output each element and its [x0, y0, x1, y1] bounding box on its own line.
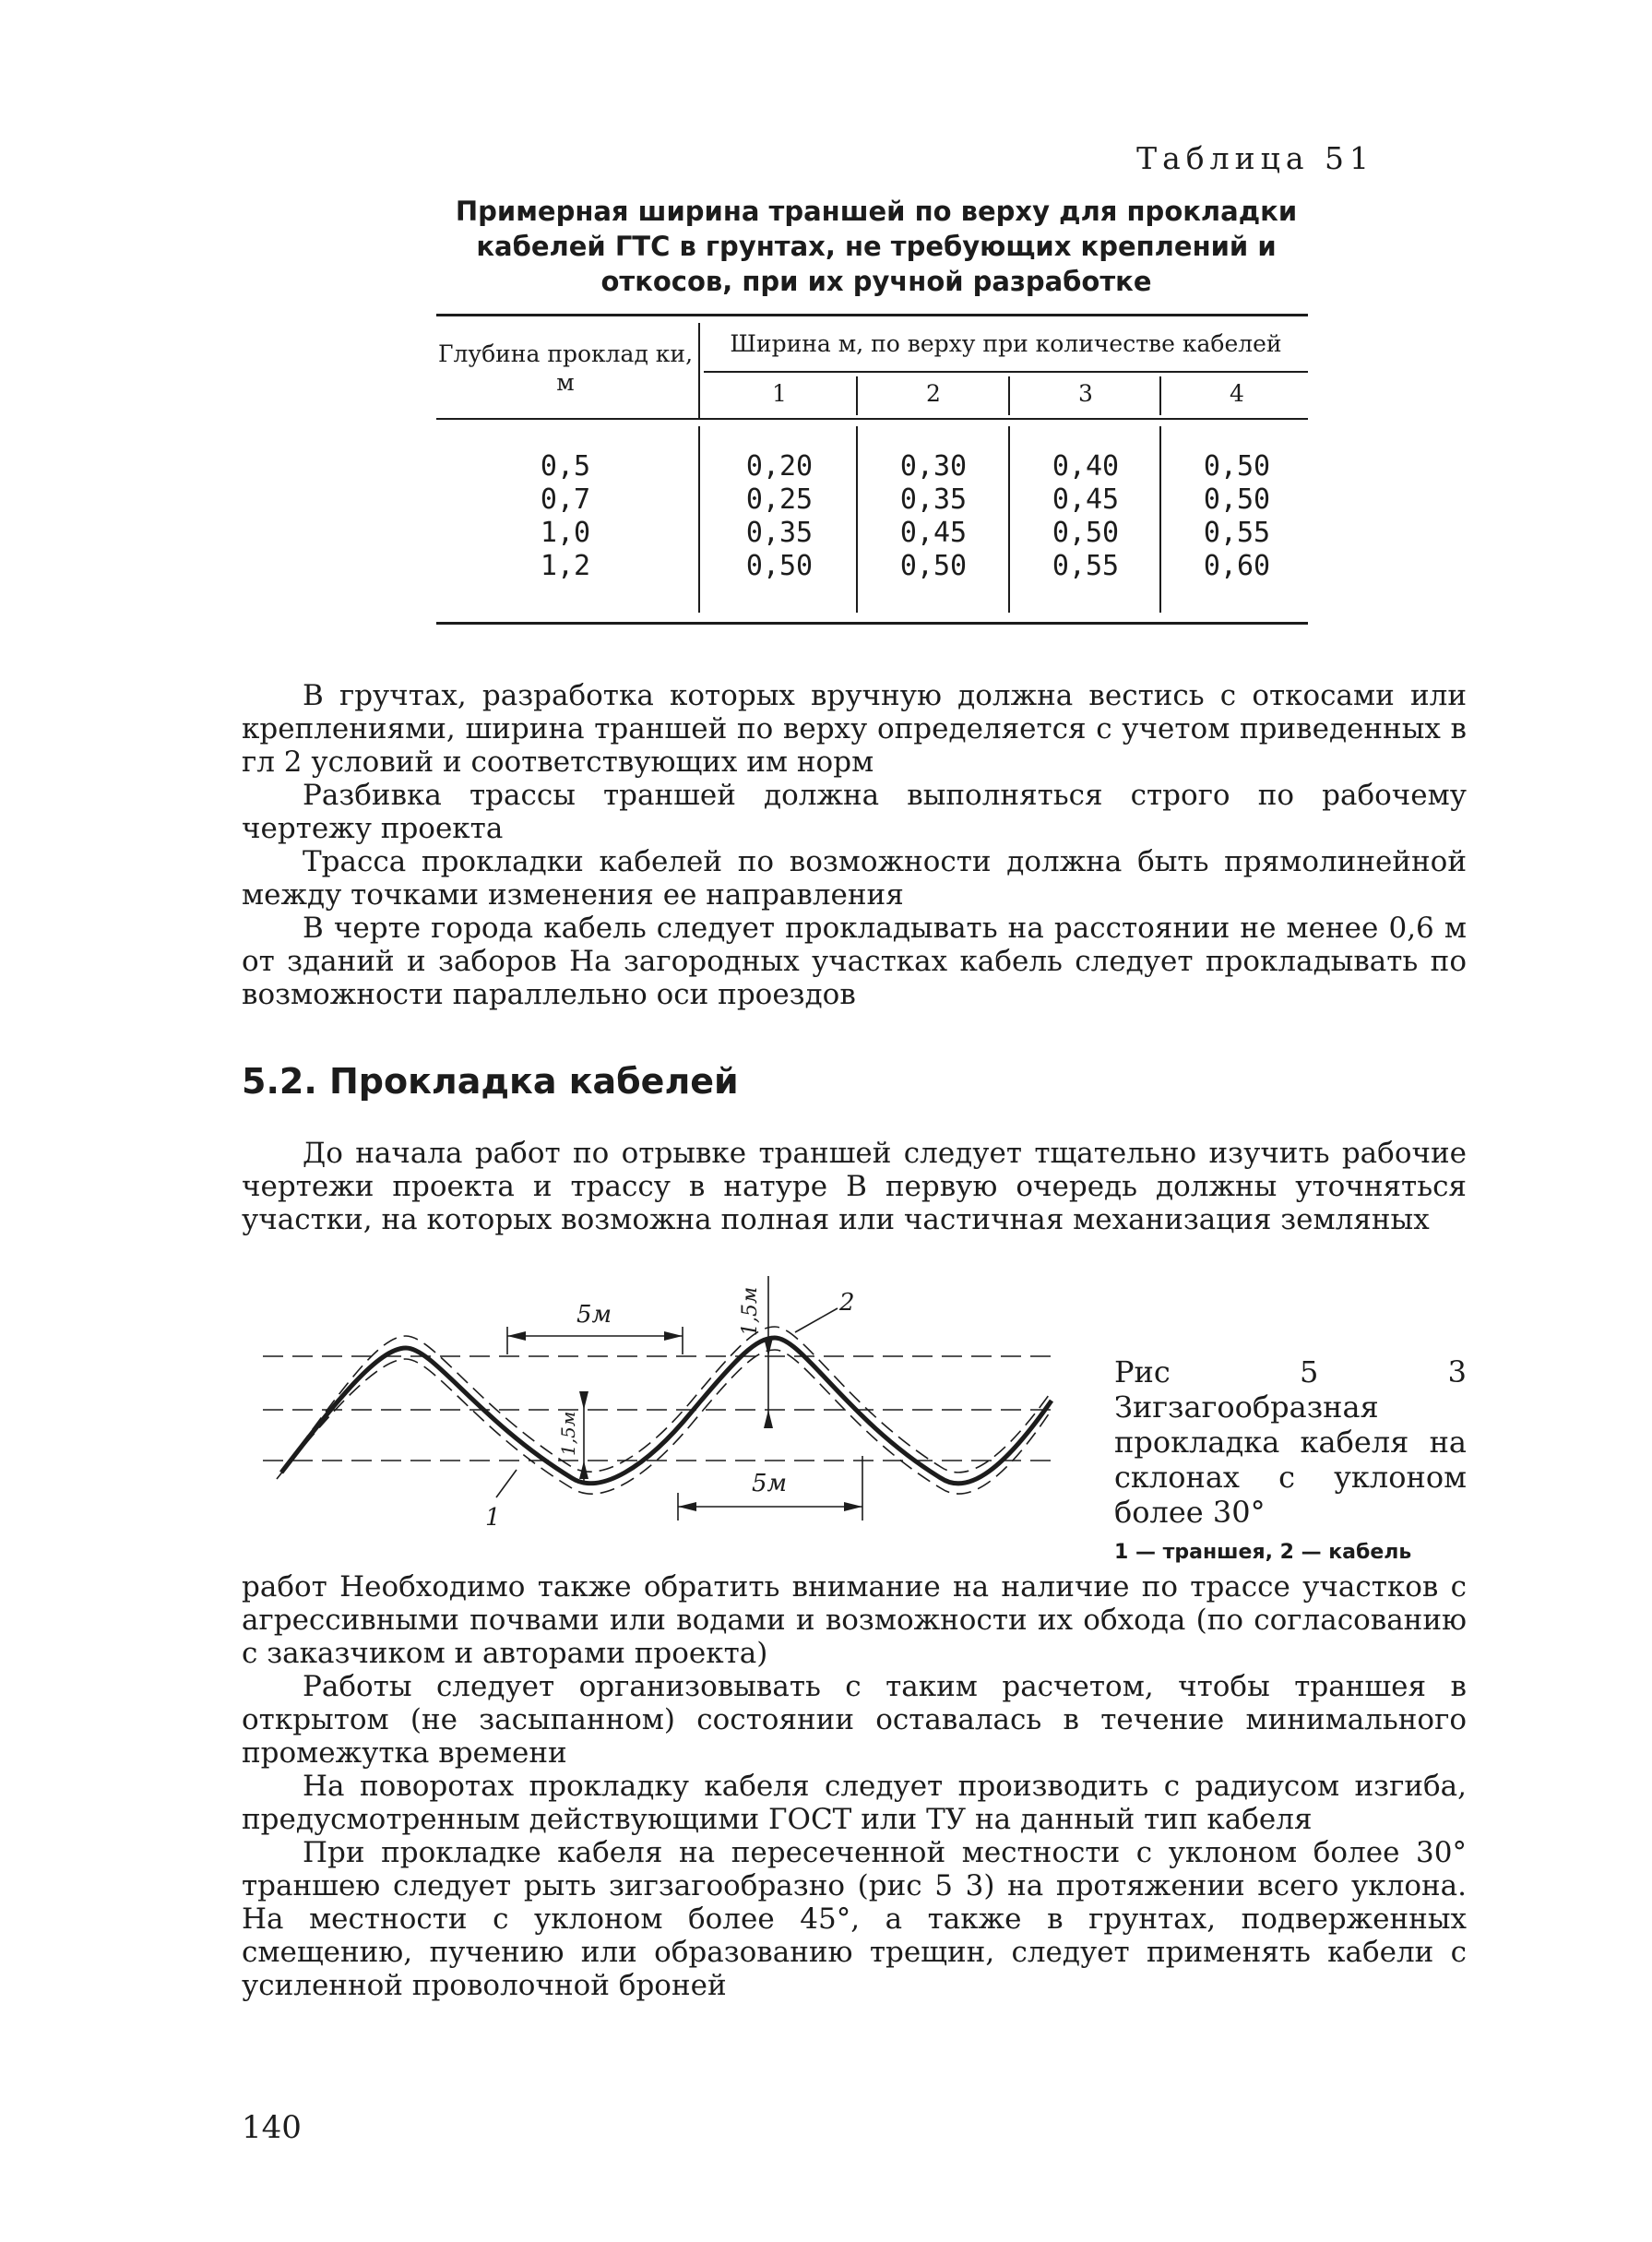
header-divider-depth	[698, 323, 700, 419]
width-cell: 0,50	[745, 550, 814, 582]
paragraph: Трасса прокладки кабелей по возможности должна быть прямолинейной между точками изменения ее направления	[242, 845, 1467, 912]
width-cell: 0,35	[899, 483, 968, 516]
width-column-3	[1010, 450, 1161, 583]
section-heading: 5.2. Прокладка кабелей	[242, 1061, 739, 1102]
paragraph: Разбивка трассы траншей должна выполняться строго по рабочему чертежу проекта	[242, 779, 1467, 845]
table-bottom-rule	[436, 622, 1308, 625]
dimension-label-top: 5м	[576, 1301, 612, 1329]
arrow-icon	[507, 1331, 526, 1341]
depth-column	[436, 450, 695, 583]
paragraphs-top	[242, 679, 1467, 1011]
header-col-3: 3	[1078, 380, 1093, 407]
width-cell: 0,60	[1203, 550, 1271, 582]
paragraph: В черте города кабель следует прокладывать на расстоянии не менее 0,6 м от зданий и заборов На загородных участках кабель следует прокладывать по возможности параллельно оси проездов	[242, 912, 1467, 1011]
table-title: Примерная ширина траншей по верху для прокладки кабелей ГТС в грунтах, не требующих креплений и откосов, при их ручной разработке	[455, 196, 1298, 297]
width-cell: 0,50	[1203, 450, 1271, 483]
dimension-label-vertical-mid: 1,5м	[557, 1411, 579, 1456]
paragraphs-bottom	[242, 1570, 1467, 2002]
dimension-label-bottom: 5м	[752, 1470, 788, 1497]
figure-marker-1: 1	[485, 1504, 501, 1532]
paragraph: До начала работ по отрывке траншей следует тщательно изучить рабочие чертежи проекта и трассу в натуре В первую очередь должны уточняться участки, на которых возможна полная или частичная механизация земляных	[242, 1137, 1467, 1236]
width-column-1	[704, 450, 855, 583]
leader-line	[795, 1308, 838, 1332]
paragraph: Работы следует организовывать с таким расчетом, чтобы траншея в открытом (не засыпанном) состоянии оставалась в течение минимального промежутка времени	[242, 1670, 1467, 1770]
depth-cell: 0,5	[540, 450, 591, 483]
arrow-icon	[579, 1391, 588, 1410]
arrow-icon	[678, 1502, 696, 1511]
width-cell: 0,50	[899, 550, 968, 582]
depth-cell: 0,7	[540, 483, 591, 516]
page-number: 140	[242, 2109, 302, 2146]
arrow-icon	[579, 1461, 588, 1479]
paragraph: На поворотах прокладку кабеля следует производить с радиусом изгиба, предусмотренным действующими ГОСТ или ТУ на данный тип кабеля	[242, 1770, 1467, 1836]
table-label: Таблица 51	[1136, 140, 1374, 176]
arrow-icon	[764, 1410, 773, 1428]
header-sub-rule	[704, 371, 1308, 373]
width-cell: 0,55	[1052, 550, 1120, 582]
width-column-4	[1161, 450, 1313, 583]
width-cell: 0,50	[1203, 483, 1271, 516]
paragraph: В гручтах, разработка которых вручную должна вестись с откосами или креплениями, ширина траншей по верху определяется с учетом приведенных в гл 2 условий и соответствующих им норм	[242, 679, 1467, 779]
header-width: Ширина м, по верху при количестве кабелей	[730, 330, 1282, 357]
depth-cell: 1,2	[540, 550, 591, 582]
dimension-label-vertical-top: 1,5м	[739, 1286, 762, 1336]
width-cell: 0,55	[1203, 517, 1271, 549]
section-intro	[242, 1137, 1467, 1236]
paragraph: При прокладке кабеля на пересеченной местности с уклоном более 30° траншею следует рыть зигзагообразно (рис 5 3) на протяжении всего уклона. На местности с уклоном более 45°, а также в грунтах, подверженных смещению, пучению или образованию трещин, следует применять кабели с усиленной проволочной броней	[242, 1836, 1467, 2002]
width-cell: 0,30	[899, 450, 968, 483]
cable-line	[281, 1338, 1052, 1484]
body-divider-depth	[698, 426, 700, 613]
figure-caption	[1114, 1354, 1467, 1570]
width-cell: 0,50	[1052, 517, 1120, 549]
width-cell: 0,20	[745, 450, 814, 483]
caption-text: Рис 5 3 Зигзагообразная прокладка кабеля на склонах с уклоном более 30°	[1114, 1354, 1467, 1530]
header-col-1: 1	[772, 380, 787, 407]
paragraph: работ Необходимо также обратить внимание на наличие по трассе участков с агрессивными почвами или водами и возможности их обхода (по согласованию с заказчиком и авторами проекта)	[242, 1570, 1467, 1670]
width-cell: 0,45	[899, 517, 968, 549]
width-cell: 0,25	[745, 483, 814, 516]
width-cell: 0,35	[745, 517, 814, 549]
width-cell: 0,45	[1052, 483, 1120, 516]
table-top-rule	[436, 314, 1308, 316]
depth-cell: 1,0	[540, 517, 591, 549]
figure-legend: 1 — траншея, 2 — кабель	[1114, 1541, 1412, 1564]
zigzag-trench-figure	[258, 1271, 1088, 1548]
figure-marker-2: 2	[839, 1289, 855, 1317]
header-bottom-rule	[436, 418, 1308, 420]
leader-line	[496, 1470, 517, 1497]
data-table	[436, 314, 1308, 626]
arrow-icon	[844, 1502, 862, 1511]
arrow-icon	[764, 1338, 773, 1356]
arrow-icon	[664, 1331, 683, 1341]
header-col-2: 2	[926, 380, 941, 407]
header-col-4: 4	[1230, 380, 1244, 407]
header-depth: Глубина проклад ки, м	[437, 340, 694, 396]
width-cell: 0,40	[1052, 450, 1120, 483]
width-column-2	[858, 450, 1009, 583]
